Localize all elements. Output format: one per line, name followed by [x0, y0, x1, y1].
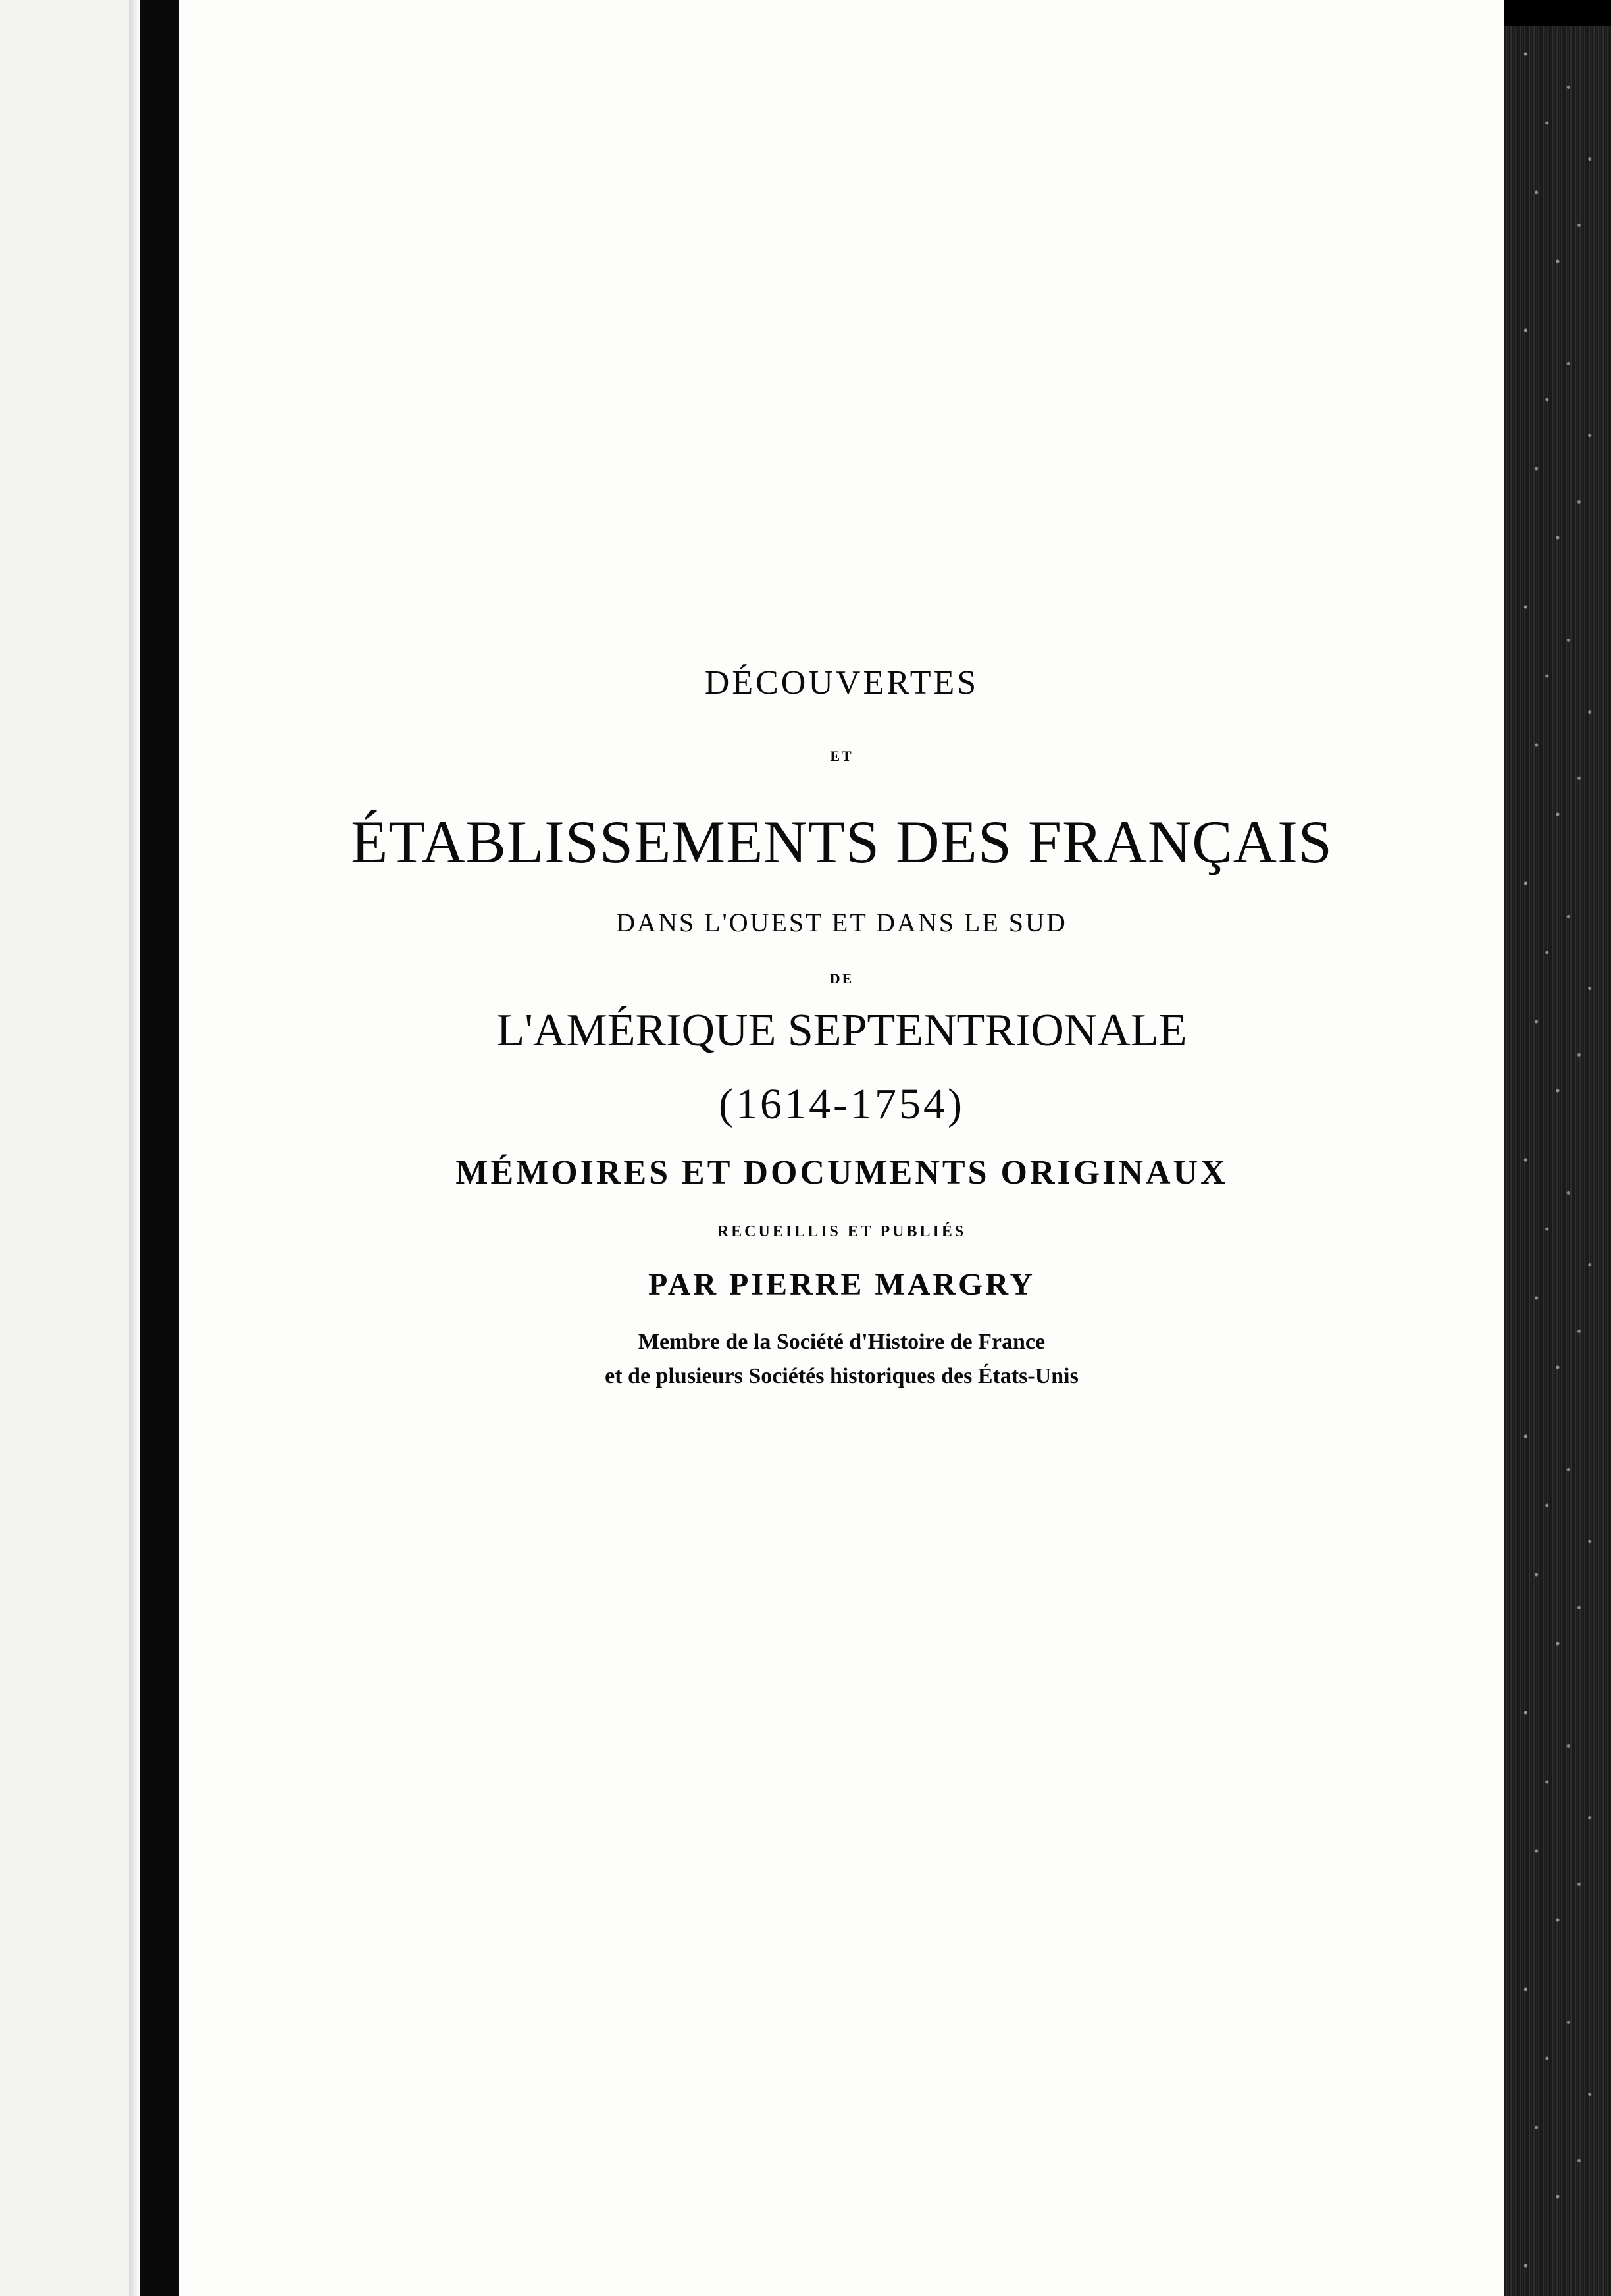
title-line-decouvertes: DÉCOUVERTES	[704, 664, 979, 702]
memoires-line: MÉMOIRES ET DOCUMENTS ORIGINAUX	[455, 1154, 1228, 1191]
facing-page-shadow	[129, 0, 140, 2296]
title-line-et: ET	[830, 748, 854, 764]
subtitle-line-amerique: L'AMÉRIQUE SEPTENTRIONALE	[496, 1005, 1187, 1056]
recueillis-line: RECUEILLIS ET PUBLIÉS	[717, 1223, 967, 1240]
subtitle-line-dans: DANS L'OUEST ET DANS LE SUD	[616, 908, 1067, 937]
subtitle-line-de: DE	[829, 970, 854, 987]
facing-page-edge	[0, 0, 140, 2296]
author-affiliation-2: et de plusieurs Sociétés historiques des États-Unis	[605, 1364, 1079, 1388]
main-title: ÉTABLISSEMENTS DES FRANÇAIS	[351, 808, 1333, 875]
book-gutter	[140, 0, 179, 2296]
date-range: (1614-1754)	[719, 1080, 965, 1128]
page-edge-top	[1504, 0, 1611, 26]
title-page-content	[179, 0, 1504, 2296]
book-page-edges	[1504, 26, 1611, 2296]
author-line: PAR PIERRE MARGRY	[648, 1267, 1036, 1302]
author-affiliation-1: Membre de la Société d'Histoire de France	[638, 1330, 1046, 1354]
